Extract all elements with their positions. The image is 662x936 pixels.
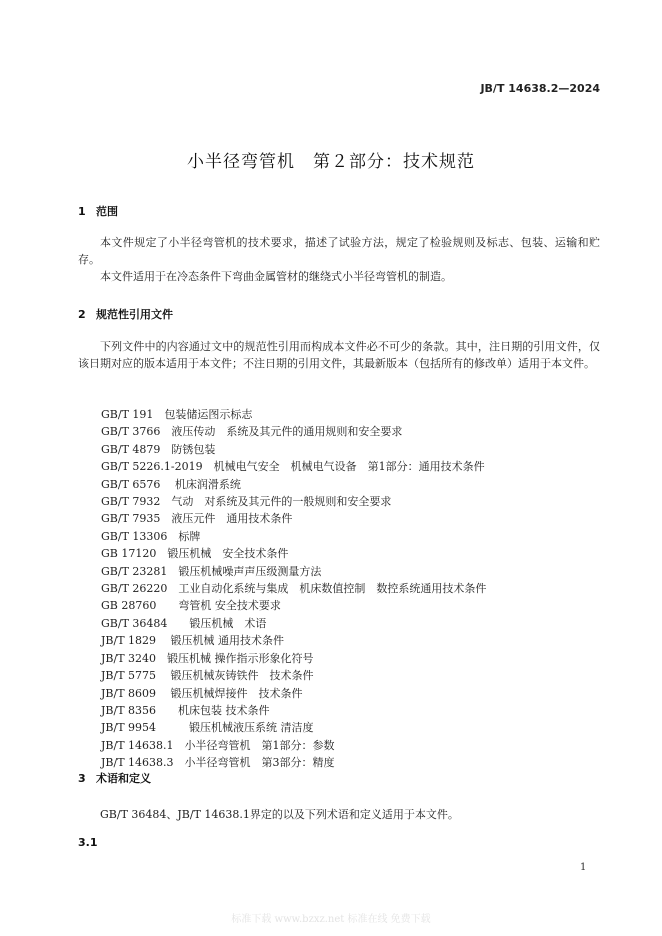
document-title: 小半径弯管机 第２部分：技术规范 [187,152,475,172]
section-number: 2 [78,308,86,321]
reference-item: GB/T 7935 液压元件 通用技术条件 [101,512,293,526]
page-number: 1 [580,862,587,873]
reference-item: GB/T 23281 锻压机械噪声声压级测量方法 [101,564,322,578]
reference-item: JB/T 3240 锻压机械 操作指示形象化符号 [101,651,314,665]
section-title: 范围 [96,205,118,218]
footer-watermark: 标准下载 www.bzxz.net 标准在线 免费下载 [231,914,431,925]
reference-item: JB/T 8356 机床包装 技术条件 [101,703,270,717]
references-intro-paragraph: 下列文件中的内容通过文中的规范性引用而构成本文件必不可少的条款。其中，注日期的引用文件，仅该日期对应的版本适用于本文件；不注日期的引用文件，其最新版本（包括所有的修改单）适用于本文件。 [78,340,600,370]
section-heading-normative-references [78,306,173,322]
reference-list [101,406,486,772]
reference-item: GB/T 6576 机床润滑系统 [101,477,241,491]
reference-item: GB/T 36484 锻压机械 术语 [101,616,267,630]
reference-item: JB/T 1829 锻压机械 通用技术条件 [101,634,285,648]
section-number: 3 [78,772,86,785]
scope-paragraph-2: 本文件适用于在冷态条件下弯曲金属管材的继绕式小半径弯管机的制造。 [100,270,452,283]
section-heading-terms-definitions [78,770,151,786]
reference-item: GB/T 191 包装储运图示标志 [101,408,253,421]
reference-item: GB 17120 锻压机械 安全技术条件 [101,547,289,561]
reference-item: GB/T 26220 工业自动化系统与集成 机床数值控制 数控系统通用技术条件 [101,582,487,596]
reference-item: JB/T 14638.1 小半径弯管机 第1部分：参数 [101,738,335,752]
reference-item: GB 28760 弯管机 安全技术要求 [101,599,281,613]
section-title: 规范性引用文件 [96,308,173,321]
standard-number: JB/T 14638.2—2024 [480,82,600,95]
reference-item: GB/T 13306 标牌 [101,529,201,543]
reference-item: JB/T 5775 锻压机械灰铸铁件 技术条件 [101,669,314,683]
scope-paragraph-1: 本文件规定了小半径弯管机的技术要求，描述了试验方法，规定了检验规则及标志、包装、运输和贮存。 [78,236,600,266]
clause-number: 3.1 [78,836,98,849]
reference-item: GB/T 5226.1-2019 机械电气安全 机械电气设备 第1部分：通用技术条件 [101,460,485,474]
reference-item: GB/T 3766 液压传动 系统及其元件的通用规则和安全要求 [101,425,403,439]
reference-item: JB/T 9954 锻压机械液压系统 清洁度 [101,721,314,735]
reference-item: JB/T 14638.3 小半径弯管机 第3部分：精度 [101,756,335,770]
section-number: 1 [78,205,86,218]
section-heading-scope [78,203,118,219]
terms-paragraph: GB/T 36484、JB/T 14638.1界定的以及下列术语和定义适用于本文件。 [100,808,459,821]
reference-item: GB/T 7932 气动 对系统及其元件的一般规则和安全要求 [101,495,392,509]
section-title: 术语和定义 [96,772,151,785]
reference-item: GB/T 4879 防锈包装 [101,442,216,456]
reference-item: JB/T 8609 锻压机械焊接件 技术条件 [101,686,303,700]
